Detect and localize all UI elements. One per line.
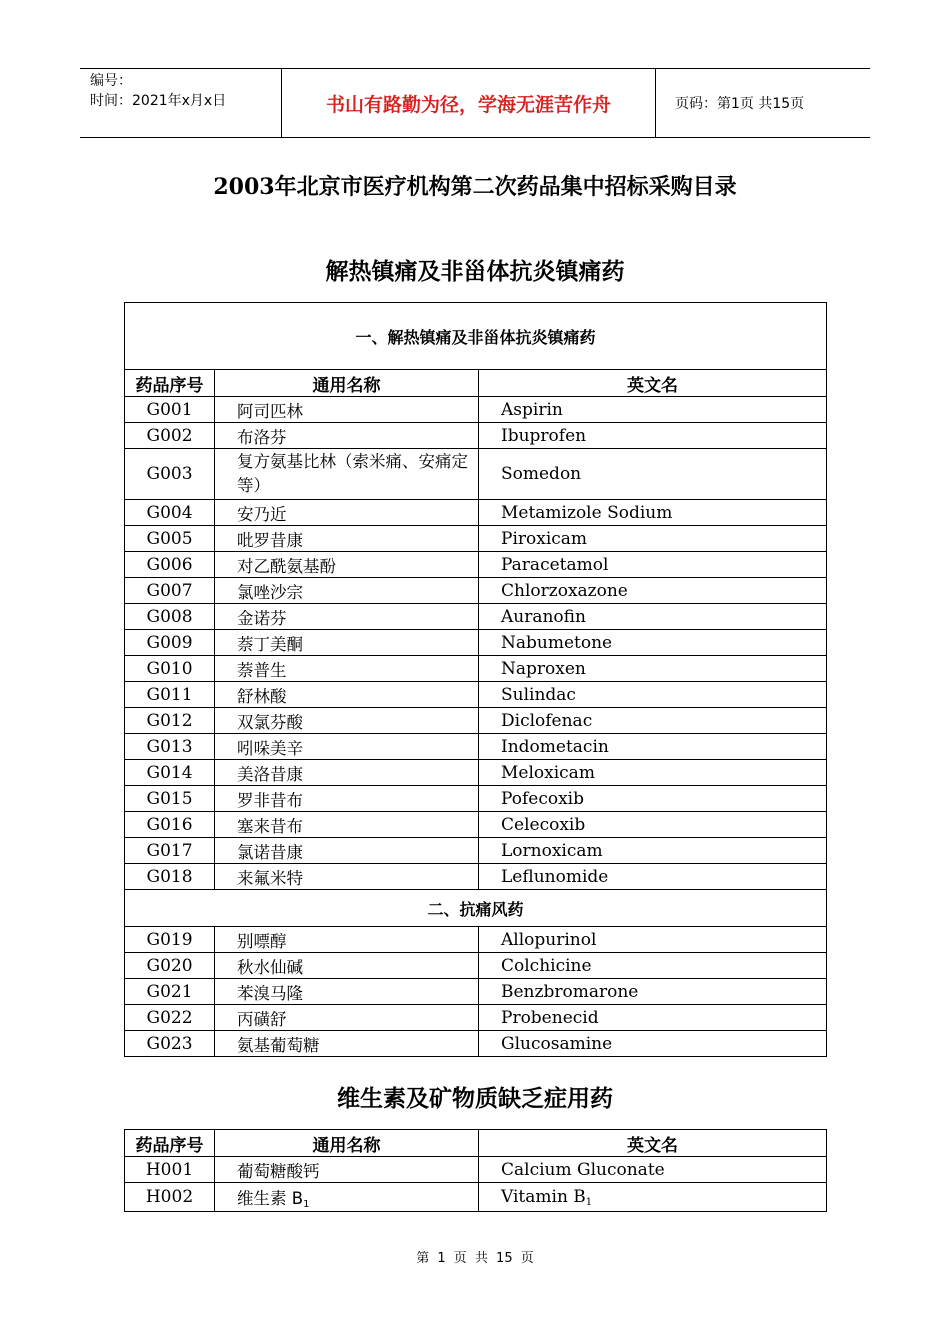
drug-name-cn: 美洛昔康	[215, 760, 479, 786]
col-header-cn: 通用名称	[215, 1130, 479, 1157]
drug-code: G023	[125, 1031, 215, 1057]
drug-name-en: Meloxicam	[479, 760, 827, 786]
drug-code: G005	[125, 526, 215, 552]
drug-code: G001	[125, 397, 215, 423]
group2-title: 二、抗痛风药	[125, 890, 827, 927]
drug-name-en: Chlorzoxazone	[479, 578, 827, 604]
drug-name-en: Nabumetone	[479, 630, 827, 656]
drug-code: G017	[125, 838, 215, 864]
drug-name-en: Allopurinol	[479, 927, 827, 953]
drug-code: G008	[125, 604, 215, 630]
table-row	[125, 927, 827, 953]
drug-name-cn: 葡萄糖酸钙	[215, 1157, 479, 1183]
drug-code: G004	[125, 500, 215, 526]
drug-name-cn: 丙磺舒	[215, 1005, 479, 1031]
drug-name-en: Aspirin	[479, 397, 827, 423]
page-header	[80, 68, 870, 138]
table-row	[125, 682, 827, 708]
drug-name-cn	[215, 1183, 479, 1212]
table-row	[125, 423, 827, 449]
drug-code: G009	[125, 630, 215, 656]
drug-name-en: Naproxen	[479, 656, 827, 682]
drug-name-cn: 氯唑沙宗	[215, 578, 479, 604]
table-row	[125, 1005, 827, 1031]
col-header-code: 药品序号	[125, 1130, 215, 1157]
table-row	[125, 526, 827, 552]
drug-code: G021	[125, 979, 215, 1005]
section1-title: 解热镇痛及非甾体抗炎镇痛药	[325, 258, 625, 285]
drug-code: G013	[125, 734, 215, 760]
drug-name-cn: 氨基葡萄糖	[215, 1031, 479, 1057]
drug-name-cn: 对乙酰氨基酚	[215, 552, 479, 578]
table-row	[125, 449, 827, 500]
drug-name-en: Ibuprofen	[479, 423, 827, 449]
drug-name-en-text: Vitamin B	[501, 1186, 586, 1207]
header-meta	[80, 69, 280, 137]
drug-code: G014	[125, 760, 215, 786]
drug-name-cn-text: 维生素 B	[237, 1188, 304, 1208]
document-title: 2003年北京市医疗机构第二次药品集中招标采购目录	[213, 174, 737, 200]
drug-name-cn-sub: 1	[303, 1198, 310, 1210]
drug-name-cn: 舒林酸	[215, 682, 479, 708]
drug-name-en: Sulindac	[479, 682, 827, 708]
section2-title: 维生素及矿物质缺乏症用药	[337, 1085, 613, 1112]
drug-name-en: Glucosamine	[479, 1031, 827, 1057]
col-header-cn: 通用名称	[215, 370, 479, 397]
drug-name-cn: 来氟米特	[215, 864, 479, 890]
drug-name-en: Lornoxicam	[479, 838, 827, 864]
table-row	[125, 1031, 827, 1057]
drug-name-cn: 罗非昔布	[215, 786, 479, 812]
drug-table-2	[124, 1129, 827, 1212]
header-motto: 书山有路勤为径，学海无涯苦作舟	[281, 69, 656, 137]
table-row	[125, 604, 827, 630]
drug-name-cn: 苯溴马隆	[215, 979, 479, 1005]
drug-name-cn: 阿司匹林	[215, 397, 479, 423]
table-row	[125, 786, 827, 812]
drug-code: G019	[125, 927, 215, 953]
table-row	[125, 812, 827, 838]
drug-name-en: Diclofenac	[479, 708, 827, 734]
drug-name-en: Metamizole Sodium	[479, 500, 827, 526]
table-row	[125, 1183, 827, 1212]
drug-name-cn: 塞来昔布	[215, 812, 479, 838]
drug-name-en: Benzbromarone	[479, 979, 827, 1005]
table-row	[125, 953, 827, 979]
table-row	[125, 1157, 827, 1183]
table-row	[125, 500, 827, 526]
col-header-code: 药品序号	[125, 370, 215, 397]
drug-name-cn: 复方氨基比林（索米痛、安痛定等）	[215, 449, 479, 500]
drug-name-en: Colchicine	[479, 953, 827, 979]
time-label: 时间：2021年x月x日	[90, 93, 227, 109]
drug-name-en: Piroxicam	[479, 526, 827, 552]
drug-name-cn: 吡罗昔康	[215, 526, 479, 552]
table-row	[125, 760, 827, 786]
table-row	[125, 864, 827, 890]
drug-name-en: Indometacin	[479, 734, 827, 760]
drug-name-en: Celecoxib	[479, 812, 827, 838]
drug-name-cn: 金诺芬	[215, 604, 479, 630]
drug-code: G007	[125, 578, 215, 604]
table-row	[125, 708, 827, 734]
page-info-text: 页码：第1页 共15页	[675, 96, 805, 112]
group-row	[125, 303, 827, 370]
drug-name-en: Pofecoxib	[479, 786, 827, 812]
table-row	[125, 734, 827, 760]
table-row	[125, 838, 827, 864]
drug-name-en: Calcium Gluconate	[479, 1157, 827, 1183]
drug-name-en: Leflunomide	[479, 864, 827, 890]
col-header-en: 英文名	[479, 1130, 827, 1157]
drug-name-cn: 萘丁美酮	[215, 630, 479, 656]
drug-code: G011	[125, 682, 215, 708]
drug-name-cn: 吲哚美辛	[215, 734, 479, 760]
drug-code: G002	[125, 423, 215, 449]
drug-name-en-sub: 1	[585, 1196, 593, 1208]
drug-code: G020	[125, 953, 215, 979]
drug-code: G012	[125, 708, 215, 734]
drug-name-cn: 双氯芬酸	[215, 708, 479, 734]
drug-code: G003	[125, 449, 215, 500]
drug-name-cn: 秋水仙碱	[215, 953, 479, 979]
table-row	[125, 630, 827, 656]
table-row	[125, 979, 827, 1005]
number-label: 编号：	[90, 73, 132, 89]
drug-name-en: Somedon	[479, 449, 827, 500]
header-page-info	[665, 69, 870, 137]
table-header-row	[125, 370, 827, 397]
drug-code: H002	[125, 1183, 215, 1212]
drug-code: G016	[125, 812, 215, 838]
drug-name-cn: 别嘌醇	[215, 927, 479, 953]
table-row	[125, 397, 827, 423]
drug-name-cn: 氯诺昔康	[215, 838, 479, 864]
drug-name-cn: 布洛芬	[215, 423, 479, 449]
drug-name-en: Paracetamol	[479, 552, 827, 578]
table-row	[125, 656, 827, 682]
group1-title: 一、解热镇痛及非甾体抗炎镇痛药	[125, 303, 827, 370]
drug-code: G006	[125, 552, 215, 578]
drug-code: G010	[125, 656, 215, 682]
col-header-en: 英文名	[479, 370, 827, 397]
group-row	[125, 890, 827, 927]
table-row	[125, 552, 827, 578]
drug-code: G018	[125, 864, 215, 890]
table-row	[125, 578, 827, 604]
drug-name-en	[479, 1183, 827, 1212]
drug-code: G022	[125, 1005, 215, 1031]
drug-code: H001	[125, 1157, 215, 1183]
table-header-row	[125, 1130, 827, 1157]
drug-name-cn: 萘普生	[215, 656, 479, 682]
page-footer: 第 1 页 共 15 页	[416, 1251, 534, 1266]
drug-table-1	[124, 302, 827, 1057]
drug-name-en: Auranofin	[479, 604, 827, 630]
drug-name-en: Probenecid	[479, 1005, 827, 1031]
drug-code: G015	[125, 786, 215, 812]
drug-name-cn: 安乃近	[215, 500, 479, 526]
